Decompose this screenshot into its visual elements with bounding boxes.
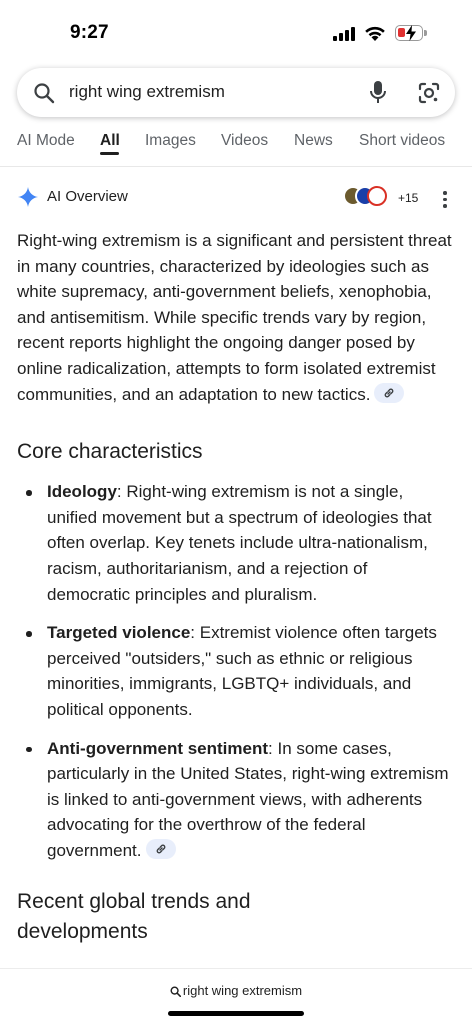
source-avatars[interactable] (343, 184, 399, 210)
tab-short-videos[interactable]: Short videos (359, 132, 446, 149)
wifi-icon (364, 24, 386, 42)
tab-images[interactable]: Images (145, 132, 196, 149)
tab-all[interactable]: All (100, 132, 120, 149)
search-icon[interactable] (33, 82, 55, 104)
search-tabs (0, 131, 472, 167)
list-item (17, 620, 455, 722)
citation-link-chip[interactable] (146, 839, 176, 859)
list-item (17, 736, 455, 864)
search-icon (170, 986, 181, 997)
ai-overview-title: AI Overview (47, 188, 128, 205)
source-avatar-3[interactable] (367, 186, 387, 206)
mic-icon[interactable] (369, 80, 387, 105)
search-input[interactable]: right wing extremism (69, 82, 225, 101)
tab-news[interactable]: News (294, 132, 333, 149)
bottom-query-text: right wing extremism (182, 983, 303, 998)
sources-more-count[interactable]: +15 (398, 191, 419, 205)
status-bar (0, 0, 472, 62)
bullet-text: : In some cases, particularly in the United States, right-wing extremism is linked to anti-government views, with adherents advocating for the overthrow of the federal government. (47, 738, 449, 860)
more-options-icon[interactable] (438, 190, 452, 208)
link-icon (155, 843, 167, 855)
link-icon (383, 387, 395, 399)
home-indicator[interactable] (168, 1011, 304, 1016)
ai-overview-header (0, 182, 472, 214)
characteristics-list (17, 479, 455, 863)
section-heading-trends: Recent global trends and developments (17, 890, 251, 944)
battery-cap (424, 30, 427, 36)
tab-ai-mode[interactable]: AI Mode (17, 132, 75, 149)
list-item (17, 479, 455, 607)
cellular-signal-icon (333, 27, 355, 41)
battery-icon (395, 25, 423, 41)
bullet-term: Targeted violence (47, 623, 191, 643)
status-time: 9:27 (70, 22, 109, 43)
intro-paragraph (17, 228, 455, 407)
bullet-text: : Extremist violence often targets perceived "outsiders," such as ethnic or religious minorities, immigrants, LGBTQ+ individuals, and political opponents. (47, 623, 437, 719)
ai-overview-content (17, 228, 455, 947)
section-heading-core: Core characteristics (17, 440, 203, 464)
bullet-text: : Right-wing extremism is not a single, unified movement but a spectrum of ideologies that often overlap. Key tenets include ultra-nationalism, racism, authoritarianism, and a rejection of democratic principles and pluralism. (47, 482, 432, 604)
tab-videos[interactable]: Videos (221, 132, 269, 149)
active-tab-indicator (100, 152, 119, 155)
search-bar[interactable] (17, 68, 455, 117)
bottom-search-bar[interactable] (0, 968, 472, 1024)
bottom-query[interactable] (0, 983, 472, 998)
bullet-term: Ideology (47, 482, 117, 502)
sparkle-icon (18, 187, 38, 207)
charging-bolt-icon (405, 25, 417, 41)
lens-icon[interactable] (417, 81, 441, 105)
bullet-term: Anti-government sentiment (47, 738, 269, 758)
intro-text: Right-wing extremism is a significant and persistent threat in many countries, characterized by ideologies such as white supremacy, anti-government beliefs, xenophobia, and antisemitism. While specific trends vary by region, recent reports highlight the ongoing danger posed by online radicalization, attempts to form isolated extremist communities, and an adaptation to new tactics. (17, 231, 452, 404)
citation-link-chip[interactable] (374, 383, 404, 403)
